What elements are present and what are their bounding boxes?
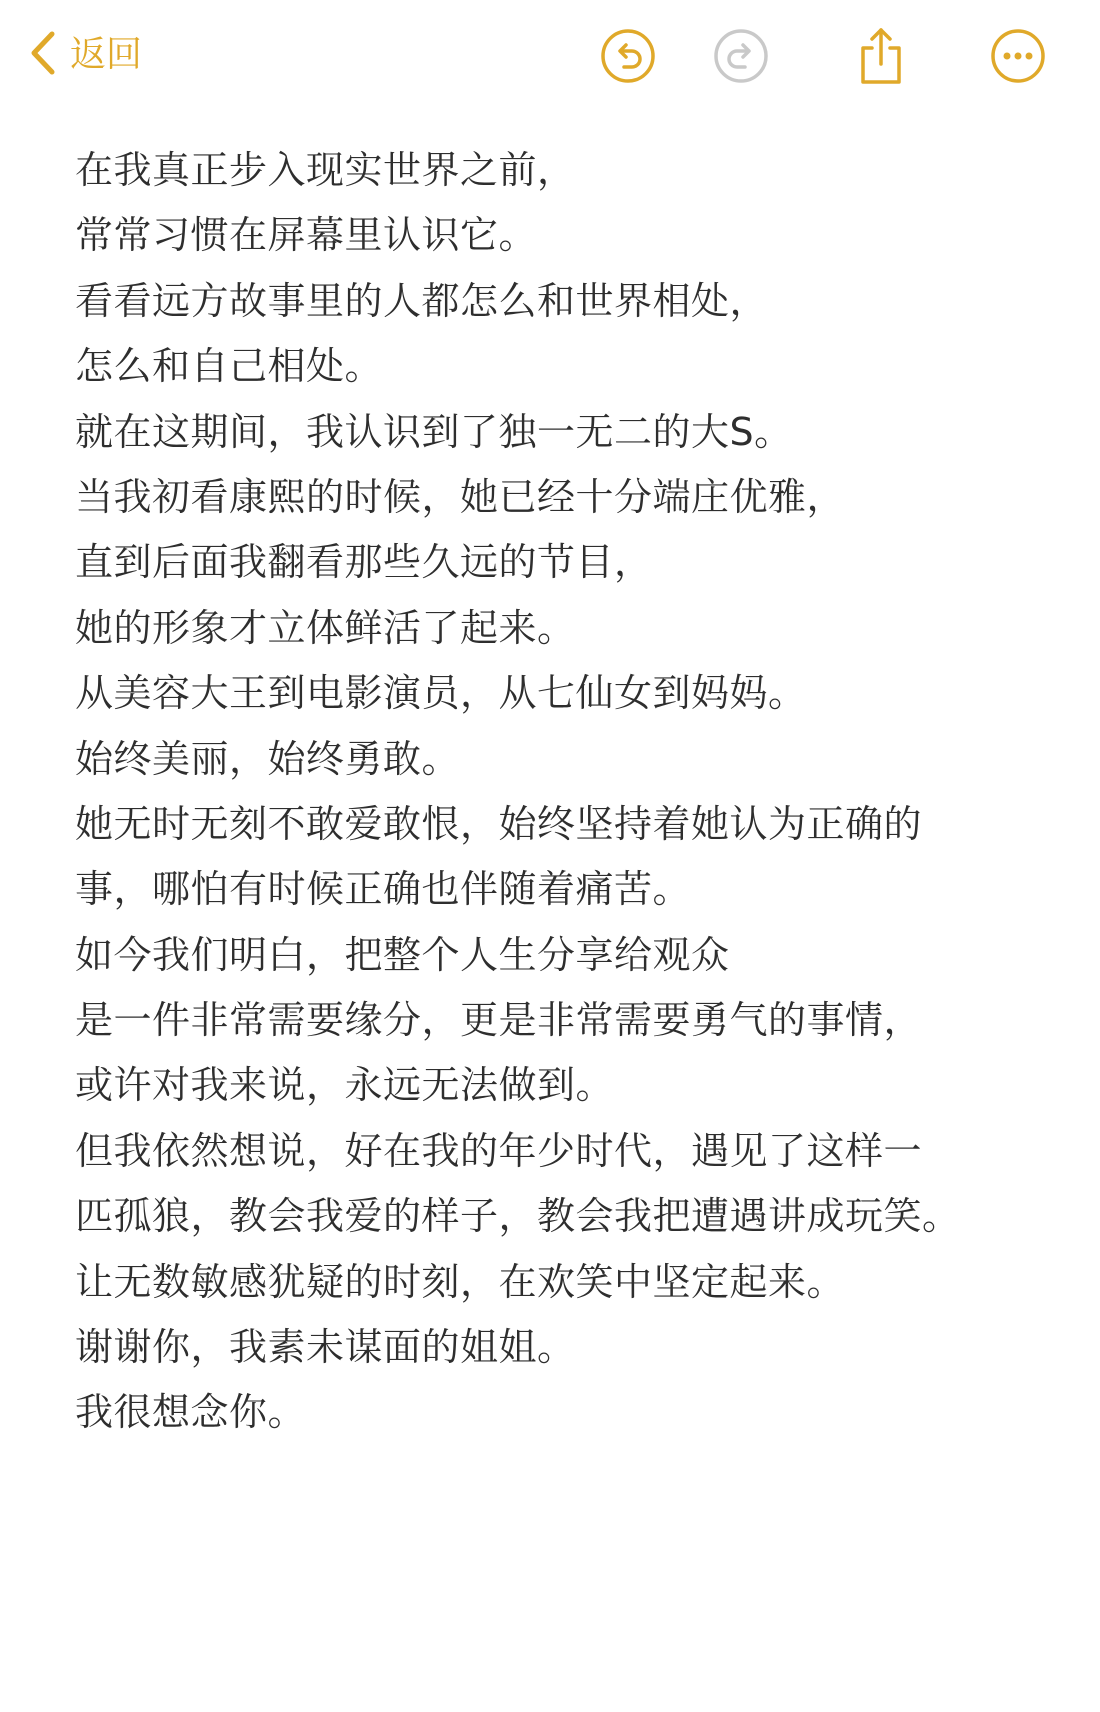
undo-button[interactable] [600,28,656,84]
note-line: 但我依然想说，好在我的年少时代，遇见了这样一 [75,1128,923,1173]
note-line: 就在这期间，我认识到了独一无二的大S。 [75,409,793,454]
undo-icon [600,28,656,84]
chevron-left-icon [30,31,56,79]
note-line: 直到后面我翻看那些久远的节目， [75,540,653,585]
note-line: 如今我们明白，把整个人生分享给观众 [75,932,730,977]
note-line: 我很想念你。 [75,1390,307,1435]
more-icon [990,28,1046,84]
back-label: 返回 [70,34,143,75]
note-line: 让无数敏感犹疑的时刻，在欢笑中坚定起来。 [75,1259,846,1304]
note-line: 从美容大王到电影演员，从七仙女到妈妈。 [75,671,807,716]
navigation-bar [0,0,1100,115]
note-line: 或许对我来说，永远无法做到。 [75,1063,615,1108]
note-body[interactable] [75,138,1075,1446]
note-line: 看看远方故事里的人都怎么和世界相处， [75,278,769,323]
note-line: 当我初看康熙的时候，她已经十分端庄优雅， [75,474,846,519]
note-line: 事，哪怕有时候正确也伴随着痛苦。 [75,867,692,912]
redo-icon [713,28,769,84]
share-button[interactable] [853,28,909,84]
note-line: 是一件非常需要缘分，更是非常需要勇气的事情， [75,998,923,1043]
note-line: 匹孤狼，教会我爱的样子，教会我把遭遇讲成玩笑。 [75,1194,961,1239]
more-button[interactable] [990,28,1046,84]
note-line: 始终美丽，始终勇敢。 [75,736,461,781]
note-line: 谢谢你，我素未谋面的姐姐。 [75,1325,576,1370]
back-button[interactable] [30,30,142,80]
note-line: 怎么和自己相处。 [75,344,384,389]
redo-button[interactable] [713,28,769,84]
note-line: 她的形象才立体鲜活了起来。 [75,605,576,650]
share-icon [853,26,909,86]
note-line: 在我真正步入现实世界之前， [75,148,576,192]
note-line: 她无时无刻不敢爱敢恨，始终坚持着她认为正确的 [75,801,923,846]
note-line: 常常习惯在屏幕里认识它。 [75,213,538,258]
